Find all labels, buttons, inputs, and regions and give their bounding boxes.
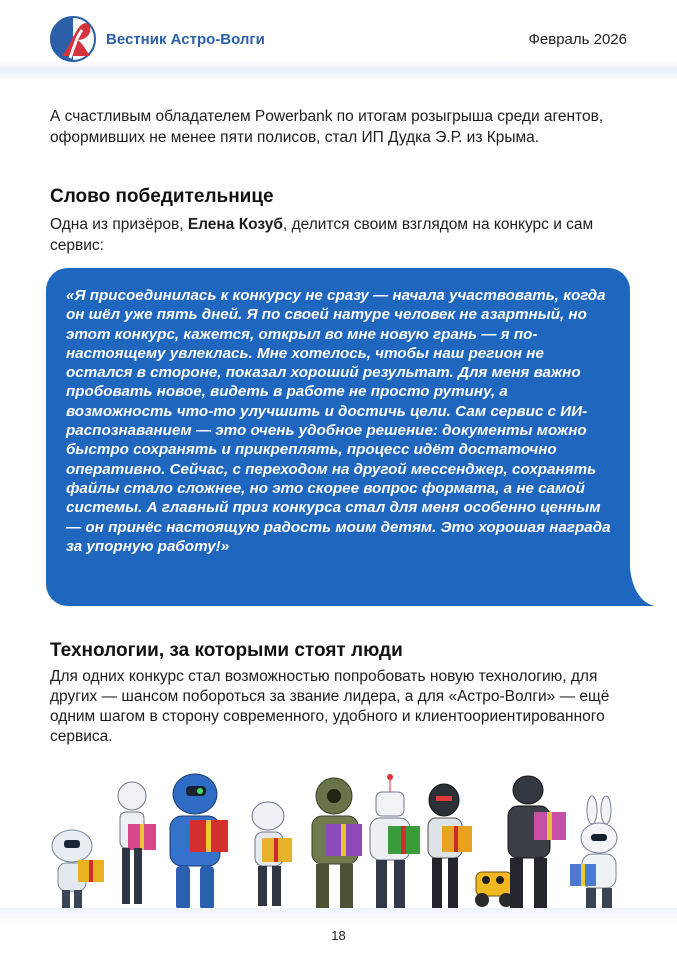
tech-paragraph: Для одних конкурс стал возможностью попробовать новую технологию, для других — шансом побороться за звание лидера, а для «Астро-Волги» — ещё одним шагом в сторону современного, удобного и клиентоориентированного сервиса.	[50, 668, 610, 745]
robot-figure	[52, 830, 104, 910]
winner-lead-after: , делится своим взглядом на конкурс и сам сервис:	[50, 216, 594, 254]
intro-paragraph: А счастливым обладателем Powerbank по итогам розыгрыша среди агентов, оформивших не менее пяти полисов, стал ИП Дудка Э.Р. из Крыма.	[50, 108, 604, 146]
quote-bubble-body	[46, 268, 630, 606]
quote-bubble	[46, 268, 654, 608]
robot-figure	[570, 796, 617, 910]
robot-figure	[118, 782, 156, 904]
tech-section-title: Технологии, за которыми стоят люди	[50, 640, 403, 661]
robots-with-gifts-illustration	[40, 768, 640, 918]
winner-lead-paragraph	[50, 214, 610, 256]
page-header	[0, 0, 677, 78]
robot-figure	[252, 802, 292, 906]
robot-figure	[508, 776, 566, 908]
winner-section-title: Слово победительнице	[50, 186, 274, 207]
winner-name: Елена Козуб	[187, 216, 283, 233]
robot-figure	[428, 784, 472, 908]
footer-band	[0, 908, 677, 924]
robot-figure	[370, 774, 420, 908]
robot-figure	[170, 774, 228, 910]
newsletter-brand: Вестник Астро-Волги	[106, 31, 265, 48]
robot-figure	[475, 872, 513, 907]
winner-lead-before: Одна из призёров,	[50, 216, 188, 233]
page-number: 18	[331, 928, 346, 943]
issue-date: Февраль 2026	[528, 31, 627, 48]
astro-volga-logo-icon	[50, 16, 96, 62]
speech-tail-icon	[618, 568, 654, 608]
robot-figure	[312, 778, 362, 910]
winner-quote: «Я присоединилась к конкурсу не сразу — начала участвовать, когда он шёл уже пять дней. Я по своей натуре человек не азартный, но этот конкурс, кажется, открыл во мне новую грань — я по-настоящему увлеклась. Мне хотелось, чтобы наш регион не остался в стороне, показал хороший результат. Для меня важно пробовать новое, видеть в работе не просто рутину, а возможность что-то улучшить и достичь цели. Сам сервис с ИИ-распознаванием — это очень удобное решение: документы можно быстро сохранять и прикреплять, процесс идёт достаточно оперативно. Сейчас, с переходом на другой мессенджер, сохранять файлы стало сложнее, но это скорее вопрос формата, а не самой системы. А главный приз конкурса стал для меня особенно ценным — он принёс настоящую радость моим детям. Это хорошая награда за упорную работу!»	[66, 287, 611, 555]
